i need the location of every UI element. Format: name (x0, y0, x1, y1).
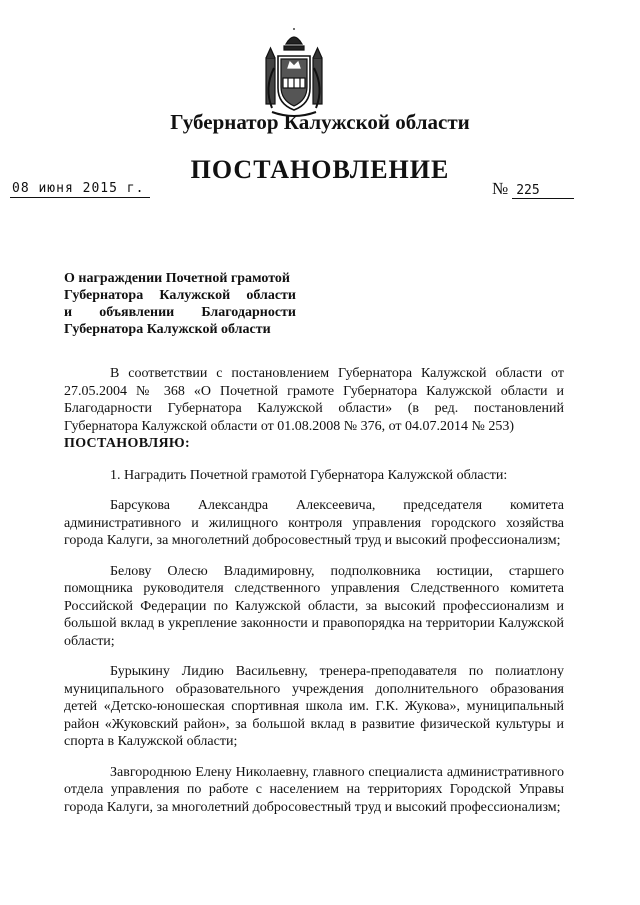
item-1-heading: 1. Наградить Почетной грамотой Губернатора Калужской области: (110, 467, 508, 483)
awardee-paragraph: Бурыкину Лидию Васильевну, тренера-преподавателя по полиатлону муниципального образовательного учреждения дополнительного образования детей «Детско-юношеская спортивная школа им. Г.К. Жукова», муниципальный район «Жуковский район», за большой вклад в развитие физической культуры и спорта в Калужской области; (64, 664, 564, 749)
preamble-paragraph: В соответствии с постановлением Губернатора Калужской области от 27.05.2004 № 368 «О Почетной грамоте Губернатора Калужской области и Благодарности Губернатора Калужской области» (в ред. постановлений Губернатора Калужской области от 01.08.2008 № 376, от 04.07.2014 № 253) (64, 366, 564, 434)
awardee-paragraph: Барсукова Александра Алексеевича, председателя комитета административного и жилищного контроля управления городского хозяйства города Калуги, за многолетний добросовестный труд и высокий профессионализм; (64, 498, 564, 548)
subject-line: Губернатора Калужской области (64, 322, 271, 337)
subject-line: и объявлении Благодарности (64, 305, 296, 320)
coat-of-arms-emblem (262, 28, 326, 120)
document-number: 225 (512, 183, 574, 199)
decree-word: ПОСТАНОВЛЯЮ: (64, 436, 190, 451)
awardee-paragraph: Белову Олесю Владимировну, подполковника юстиции, старшего помощника руководителя следственного управления Следственного комитета Российской Федерации по Калужской области, за высокий профессионализм и большой вклад в укрепление законности и правопорядка на территории Калужской области; (64, 563, 564, 649)
document-number-field (492, 179, 574, 199)
document-subject (64, 270, 296, 338)
number-sign-label: № (492, 179, 509, 198)
document-body (64, 365, 564, 816)
governor-title: Губернатор Калужской области (170, 110, 470, 134)
subject-line: О награждении Почетной грамотой (64, 271, 290, 286)
document-type-heading: ПОСТАНОВЛЕНИЕ (190, 155, 450, 184)
document-date: 08 июня 2015 г. (10, 181, 150, 198)
awardee-paragraph: Завгороднюю Елену Николаевну, главного специалиста административного отдела управления по работе с населением на территориях Городской Управы города Калуги, за многолетний добросовестный труд и высокий профессионализм; (64, 764, 564, 815)
subject-line: Губернатора Калужской области (64, 288, 296, 303)
